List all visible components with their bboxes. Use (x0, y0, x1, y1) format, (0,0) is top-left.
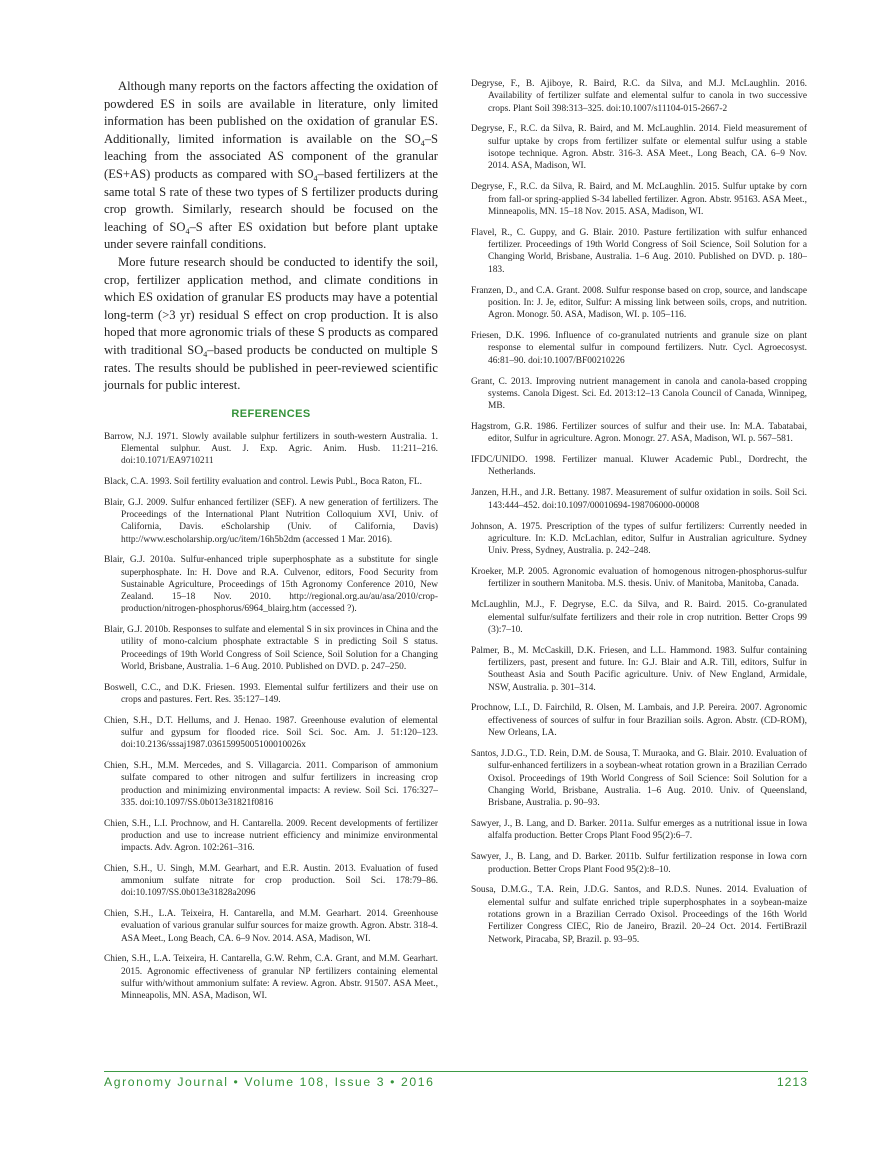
reference-entry: Chien, S.H., L.I. Prochnow, and H. Cantarella. 2009. Recent developments of fertilizer production and use to increase nutrient efficiency and minimize environmental impacts. Adv. Agron. 102:261–316. (104, 818, 438, 854)
reference-entry: Franzen, D., and C.A. Grant. 2008. Sulfur response based on crop, source, and landscape position. In: J. Je, editor, Sulfur: A missing link between soils, crops, and nutrition. Agron. Monogr. 50. ASA, Madison, WI. p. 105–116. (471, 285, 807, 321)
reference-entry: IFDC/UNIDO. 1998. Fertilizer manual. Kluwer Academic Publ., Dordrecht, the Netherlands. (471, 455, 807, 478)
reference-entry: Blair, G.J. 2010b. Responses to sulfate and elemental S in six provinces in China and the utility of mono-calcium phosphate extractable S in predicting Soil S status. Proceedings of 19th World Congress of Soil Science, Soil Solution for a Changing World, Brisbane, Australia. 1–6 Aug. 2010. Published on DVD. p. 247–250. (104, 625, 438, 672)
reference-entry: McLaughlin, M.J., F. Degryse, E.C. da Silva, and R. Baird. 2015. Co-granulated elemental sulfur/sulfate fertilizers and their role in crop nutrition. Better Crops 99 (3):7–10. (471, 600, 807, 635)
reference-entry: Johnson, A. 1975. Prescription of the types of sulfur fertilizers: Currently needed in agriculture. In: K.D. McLachlan, editor, Sulfur in Australian agriculture. Sydney Univ. Press, Sydney, Australia. p. 242–248. (471, 521, 807, 557)
page-number: 1213 (776, 1075, 808, 1089)
references-list-right (471, 78, 807, 946)
references-list-left (104, 431, 438, 1003)
reference-entry: Degryse, F., R.C. da Silva, R. Baird, and M. McLaughlin. 2014. Field measurement of sulfur uptake by crops from fertilizer sulfate or elemental sulfur using a stable isotope technique. Agron. Abstr. 316-3. ASA Meet., Long Beach, CA. 6–9 Nov. 2014. ASA, Madison, WI. (471, 124, 807, 172)
reference-entry: Palmer, B., M. McCaskill, D.K. Friesen, and L.L. Hammond. 1983. Sulfur containing fertilizers, past, present and future. In: G.J. Blair and A.R. Till, editors, Sulfur in Southeast Asia and South Pacific agriculture. Univ. of New England, Armidale, NSW, Australia. p. 301–314. (471, 645, 807, 693)
reference-entry: Hagstrom, G.R. 1986. Fertilizer sources of sulfur and their use. In: M.A. Tabatabai, editor, Sulfur in agriculture. Agron. Monogr. 27. ASA, Madison, WI. p. 567–581. (471, 421, 807, 445)
reference-entry: Prochnow, L.I., D. Fairchild, R. Olsen, M. Lambais, and J.P. Pereira. 2007. Agronomic effectiveness of sources of sulfur in four Brazilian soils. Agron. Abstr. (CD-ROM), New Orleans, LA. (471, 703, 807, 739)
reference-entry: Sousa, D.M.G., T.A. Rein, J.D.G. Santos, and R.D.S. Nunes. 2014. Evaluation of elemental sulfur and sulfate enriched triple superphosphates in a soybean-maize rotations grown in a Brazilian Cerrado Oxisol. Proceedings of the 16th World Fertilizer Congress CIEC, Rio de Janeiro, Brazil. 20–24 Oct. 2014. FertiBrazil Network, Piracaba, SP, Brazil. p. 93–95. (471, 885, 807, 945)
reference-entry: Chien, S.H., D.T. Hellums, and J. Henao. 1987. Greenhouse evalution of elemental sulfur and gypsum for flooded rice. Soil Sci. Soc. Am. J. 51:120–123. doi:10.2136/sssaj1987.03615995005100010026x (104, 715, 438, 751)
reference-entry: Chien, S.H., M.M. Mercedes, and S. Villagarcia. 2011. Comparison of ammonium sulfate compared to other nitrogen and sulfur fertilizers in increasing crop production and minimizing environmental impacts: A review. Soil Sci. 176:327–335. doi:10.1097/SS.0b013e31821f0816 (104, 760, 438, 808)
reference-entry: Sawyer, J., B. Lang, and D. Barker. 2011b. Sulfur fertilization response in Iowa corn production. Better Crops Plant Food 95(2):8–10. (471, 852, 807, 875)
footer-rule (104, 1071, 808, 1072)
reference-entry: Sawyer, J., B. Lang, and D. Barker. 2011a. Sulfur emerges as a nutritional issue in Iowa alfalfa production. Better Crops Plant Food 95(2):6–7. (471, 819, 807, 842)
footer-journal-info: Agronomy Journal • Volume 108, Issue 3 • 2016 (104, 1075, 435, 1089)
reference-entry: Barrow, N.J. 1971. Slowly available sulphur fertilizers in south-western Australia. 1. Elemental sulphur. Aust. J. Exp. Agric. Anim. Husb. 11:211–216. doi:10.1071/EA9710211 (104, 431, 438, 467)
body-paragraph: More future research should be conducted to identify the soil, crop, fertilizer application method, and climate conditions in which ES oxidation of granular ES products may have a potential long-term (>3 yr) residual S effect on crop production. It is also hoped that more agronomic trials of these S products as compared with traditional $SO_4$–based products be conducted on multiple S rates. The results should be published in peer-reviewed scientific journals for public interest. (104, 254, 438, 393)
reference-entry: Black, C.A. 1993. Soil fertility evaluation and control. Lewis Publ., Boca Raton, FL. (104, 476, 422, 487)
body-text (104, 78, 438, 395)
page-footer (104, 1075, 808, 1093)
references-heading: REFERENCES (231, 407, 311, 420)
reference-entry: Santos, J.D.G., T.D. Rein, D.M. de Sousa, T. Muraoka, and G. Blair. 2010. Evaluation of sulfur-enhanced fertilizers in a soybean-wheat rotation grown in a Brazilian Cerrado Oxisol. Proceedings of 19th World Congress of Soil Science: Soil Solution for a Changing World, Brisbane, Australia. 1–6 Aug. 2010. Univ. of Queensland, Brisbane, Australia. p. 90–93. (471, 748, 807, 809)
reference-entry: Chien, S.H., L.A. Teixeira, H. Cantarella, and M.M. Gearhart. 2014. Greenhouse evaluation of various granular sulfur sources for maize growth. Agron. Abstr. 318-4. ASA Meet., Long Beach, CA. 6–9 Nov. 2014. ASA, Madison, WI. (104, 909, 438, 944)
right-column (471, 78, 807, 955)
body-paragraph: Although many reports on the factors affecting the oxidation of powdered ES in soils are available in literature, only limited information has been published on the oxidation of granular ES. Additionally, limited information is available on the $SO_4-S$ leaching from the associated AS component of the granular (ES+AS) products as compared with $SO_4$–based fertilizers at the same total S rate of these two types of S fertilizer products during crop growth. Similarly, research should be focused on the leaching of $SO_4-S$ after ES oxidation but before plant uptake under severe rainfall conditions. (104, 79, 438, 252)
reference-entry: Friesen, D.K. 1996. Influence of co-granulated nutrients and granule size on plant response to elemental sulfur in compound fertilizers. Nutr. Cycl. Agroecosyst. 46:81–90. doi:10.1007/BF00210226 (471, 331, 807, 366)
reference-entry: Boswell, C.C., and D.K. Friesen. 1993. Elemental sulfur fertilizers and their use on crops and pastures. Fert. Res. 35:127–149. (104, 682, 438, 705)
reference-entry: Degryse, F., R.C. da Silva, R. Baird, and M. McLaughlin. 2015. Sulfur uptake by corn from fall-or spring-applied S-34 labelled fertilizer. Agron. Abstr. 95163. ASA Meet., Minneapolis, MN. 15–18 Nov. 2015. ASA, Madison, WI. (471, 182, 807, 217)
reference-entry: Kroeker, M.P. 2005. Agronomic evaluation of homogenous nitrogen-phosphorus-sulfur fertilizer in southern Manitoba. M.S. thesis. Univ. of Manitoba, Manitoba, Canada. (471, 567, 807, 590)
reference-entry: Janzen, H.H., and J.R. Bettany. 1987. Measurement of sulfur oxidation in soils. Soil Sci. 143:444–452. doi:10.1097/00010694-198706000-00008 (471, 488, 807, 511)
reference-entry: Degryse, F., B. Ajiboye, R. Baird, R.C. da Silva, and M.J. McLaughlin. 2016. Availability of fertilizer sulfate and elemental sulfur to canola in two successive crops. Plant Soil 398:313–325. doi:10.1007/s11104-015-2667-2 (471, 79, 807, 114)
reference-entry: Chien, S.H., L.A. Teixeira, H. Cantarella, G.W. Rehm, C.A. Grant, and M.M. Gearhart. 2015. Agronomic effectiveness of granular NP fertilizers containing elemental sulfur with/without ammonium sulfate: A review. Agron. Abstr. 91507. ASA Meet., Minneapolis, MN. ASA, Madison, WI. (104, 954, 438, 1002)
reference-entry: Blair, G.J. 2009. Sulfur enhanced fertilizer (SEF). A new generation of fertilizers. The Proceedings of the International Plant Nutrition Colloquium XVI, Univ. of California, Davis. eScholarship (Univ. of California, Davis) http://www.escholarship.org/uc/item/16h5b2dm (accessed 1 Mar. 2016). (104, 497, 438, 545)
reference-entry: Chien, S.H., U. Singh, M.M. Gearhart, and E.R. Austin. 2013. Evaluation of fused ammonium sulfate nitrate for crop production. Soil Sci. 178:79–86. doi:10.1097/SS.0b013e31828a2096 (104, 863, 438, 899)
reference-entry: Flavel, R., C. Guppy, and G. Blair. 2010. Pasture fertilization with sulfur enhanced fertilizer. Proceedings of 19th World Congress of Soil Science, Soil Solution for a Changing World, Brisbane, Australia. 1–6 Aug. 2010. Published on DVD. p. 180–183. (471, 227, 807, 275)
reference-entry: Grant, C. 2013. Improving nutrient management in canola and canola-based cropping systems. Canola Digest. Sci. Ed. 2013:12–13 Canola Council of Canada, Winnipeg, MB. (471, 376, 807, 412)
reference-entry: Blair, G.J. 2010a. Sulfur-enhanced triple superphosphate as a substitute for single superphosphate. In: H. Dove and R.A. Culvenor, editors, Food Security from Sustainable Agriculture, Proceedings of 15th Agronomy Conference 2010, New Zealand. 15–18 Nov. 2010. http://regional.org.au/au/asa/2010/crop-production/nitrogen-phosphorus/6964_blairg.htm (accessed ?). (104, 555, 438, 615)
left-column (104, 78, 438, 1011)
